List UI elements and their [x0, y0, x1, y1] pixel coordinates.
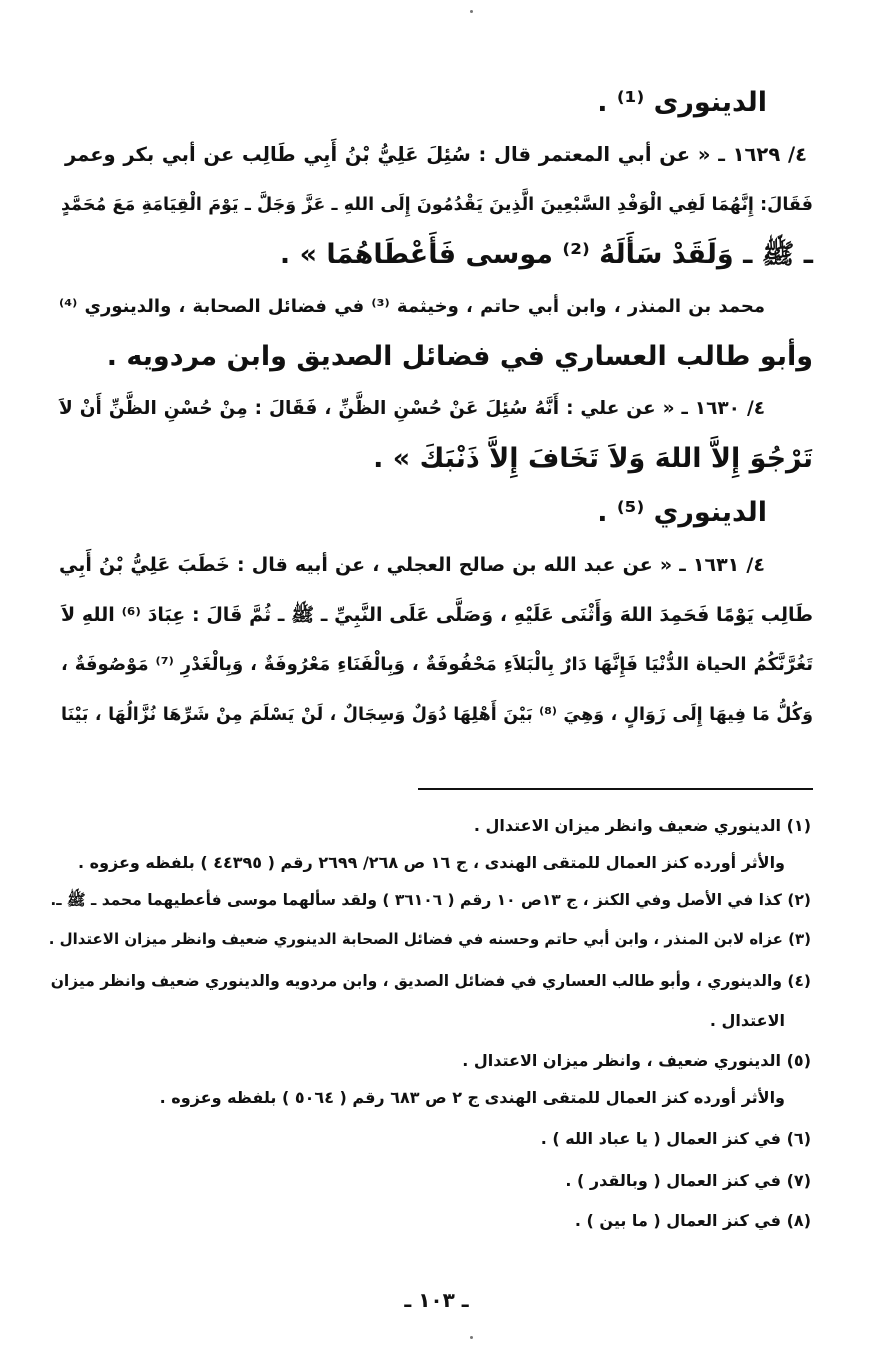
footnote: (٧) في كنز العمال ( وبالقدر ) . [565, 1171, 811, 1190]
footnote: (٨) في كنز العمال ( ما بين ) . [574, 1211, 811, 1230]
page-number: ـ ١٠٣ ـ [404, 1288, 469, 1312]
scan-mark [470, 10, 473, 13]
hadith-1630-line: ٤/ ١٦٣٠ ـ « عن علي : أَنَّهُ سُئِلَ عَنْ حُسْنِ الظَّنِّ ، فَقَالَ : مِنْ حُسْنِ الظَّنِّ أَنْ لاَ [59, 398, 765, 419]
footnote: (٤) والدينوري ، وأبو طالب العساري في فضائل الصديق ، وابن مردويه والدينوري ضعيف وانظر ميزان [50, 972, 811, 990]
hadith-1629-line: ٤/ ١٦٢٩ ـ « عن أبي المعتمر قال : سُئِلَ عَلِيُّ بْنُ أَبِي طَالِب عن أبي بكر وعمر [65, 143, 807, 166]
body-line: الدينوري ⁽⁵⁾ . [597, 497, 767, 528]
hadith-1631-line: وَكُلُّ مَا فِيهَا إِلَى زَوَالٍ ، وَهِيَ ⁽⁸⁾ بَيْنَ أَهْلِهَا دُوَلٌ وَسِجَالٌ ، لَنْ يَسْلَمَ مِنْ شَرِّهَا نُزَّالُهَا ، بَيْنَا [61, 705, 813, 725]
footnote-divider [418, 788, 813, 790]
takhrij-line: وأبو طالب العساري في فضائل الصديق وابن مردويه . [106, 341, 813, 372]
footnote: (٦) في كنز العمال ( يا عباد الله ) . [540, 1129, 811, 1148]
hadith-1629-line: فَقَالَ: إِنَّهُمَا لَفِي الْوَفْدِ السَّبْعِينَ الَّذِينَ يَقْدُمُونَ إِلَى اللهِ ـ عَزَّ وَجَلَّ ـ يَوْمَ الْقِيَامَةِ مَعَ مُحَمَّدٍ [61, 195, 813, 215]
hadith-1631-line: طَالِب يَوْمًا فَحَمِدَ اللهَ وَأَثْنَى عَلَيْهِ ، وَصَلَّى عَلَى النَّبِيِّ ـ ﷺ ـ ثُمَّ قَالَ : عِبَادَ ⁽⁶⁾ اللهِ لاَ [61, 604, 813, 626]
scan-mark [470, 1336, 473, 1339]
footnote: (١) الدينوري ضعيف وانظر ميزان الاعتدال . [473, 816, 811, 835]
takhrij-line: محمد بن المنذر ، وابن أبي حاتم ، وخيثمة ⁽³⁾ في فضائل الصحابة ، والدينوري ⁽⁴⁾ [59, 296, 766, 317]
footnote: الاعتدال . [709, 1011, 785, 1030]
footnote: (٥) الدينوري ضعيف ، وانظر ميزان الاعتدال . [462, 1051, 811, 1070]
footnote: (٣) عزاه لابن المنذر ، وابن أبي حاتم وحسنه في فضائل الصحابة الدينوري ضعيف وانظر ميزان الاعتدال . [48, 930, 811, 948]
hadith-1629-line: ـ ﷺ ـ وَلَقَدْ سَأَلَهُ ⁽²⁾ موسى فَأَعْطَاهُمَا » . [279, 239, 813, 270]
hadith-1630-line: تَرْجُوَ إِلاَّ اللهَ وَلاَ تَخَافَ إِلاَّ ذَنْبَكَ » . [373, 443, 813, 474]
body-line: الدينورى ⁽¹⁾ . [597, 87, 767, 118]
footnote: والأثر أورده كنز العمال للمتقى الهندى ج ٢ ص ٦٨٣ رقم ( ٥٠٦٤ ) بلفظه وعزوه . [159, 1088, 785, 1107]
hadith-1631-line: تَغُرَّنَّكُمُ الحياة الدُّنْيَا فَإِنَّهَا دَارٌ بِالْبَلاَءِ مَحْفُوفَةٌ ، وَبِالْفَنَاءِ مَعْرُوفَةٌ ، وَبِالْغَدْرِ ⁽⁷⁾ مَوْصُوفَةٌ ، [61, 654, 813, 675]
hadith-1631-line: ٤/ ١٦٣١ ـ « عن عبد الله بن صالح العجلي ، عن أبيه قال : خَطَبَ عَلِيُّ بْنُ أَبِي [59, 554, 765, 576]
footnote: والأثر أورده كنز العمال للمتقى الهندى ، ج ١٦ ص ٢٦٨/ ٢٦٩٩ رقم ( ٤٤٣٩٥ ) بلفظه وعزوه . [77, 853, 785, 872]
footnote: (٢) كذا في الأصل وفي الكنز ، ج ١٣ص ١٠ رقم ( ٣٦١٠٦ ) ولقد سألهما موسى فأعطيهما محمد ـ ﷺ ـ. [50, 891, 811, 909]
